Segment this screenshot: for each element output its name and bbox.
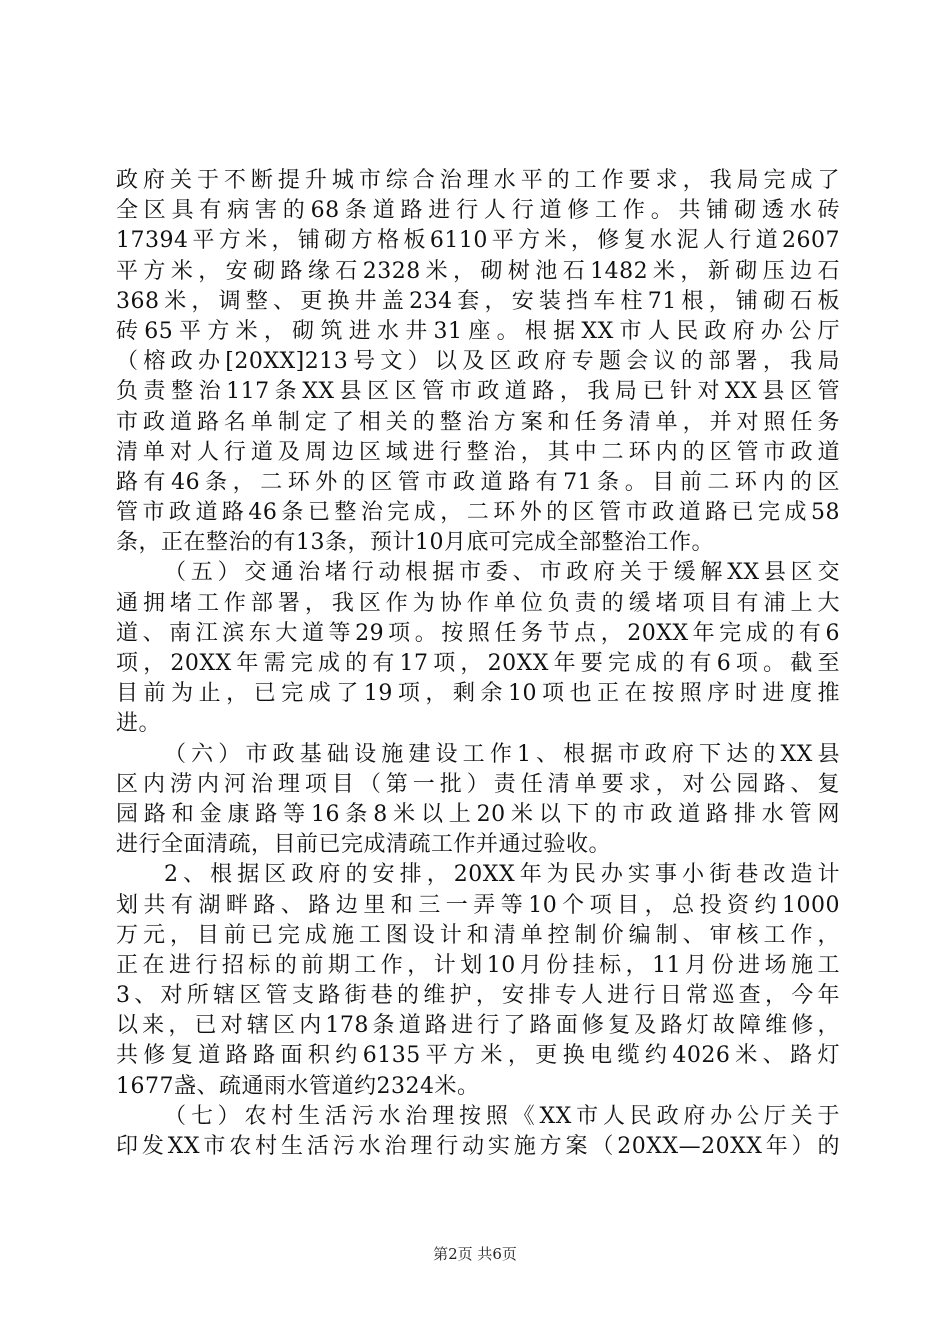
text-line: 清单对人行道及周边区域进行整治，其中二环内的区管市政道 xyxy=(116,439,840,465)
page-footer: 第2页 共6页 xyxy=(433,1245,517,1263)
text-line: 条，正在整治的有13条，预计10月底可完成全部整治工作。 xyxy=(116,530,714,556)
text-line: （七）农村生活污水治理按照《XX市人民政府办公厅关于 xyxy=(164,1103,840,1129)
text-line: 全区具有病害的68条道路进行人行道修工作。共铺砌透水砖 xyxy=(116,198,840,224)
text-line: 园路和金康路等16条8米以上20米以下的市政道路排水管网 xyxy=(116,801,840,827)
text-line: 路有46条，二环外的区管市政道路有71条。目前二环内的区 xyxy=(116,469,840,495)
text-line: 负责整治117条XX县区区管市政道路，我局已针对XX县区管 xyxy=(116,379,840,405)
text-line: （五）交通治堵行动根据市委、市政府关于缓解XX县区交 xyxy=(164,560,840,586)
text-line: 印发XX市农村生活污水治理行动实施方案（20XX—20XX年）的 xyxy=(116,1134,840,1159)
text-line: 市政道路名单制定了相关的整治方案和任务清单，并对照任务 xyxy=(116,409,840,435)
text-line: 共修复道路路面积约6135平方米，更换电缆约4026米、路灯 xyxy=(116,1043,840,1069)
text-line: 正在进行招标的前期工作，计划10月份挂标，11月份进场施工 xyxy=(116,952,840,978)
text-line: 政府关于不断提升城市综合治理水平的工作要求，我局完成了 xyxy=(116,168,840,193)
text-line: （榕政办[20XX]213号文）以及区政府专题会议的部署，我局 xyxy=(116,349,840,375)
text-line: 368米，调整、更换井盖234套，安装挡车柱71根，铺砌石板 xyxy=(116,288,840,314)
text-line: 通拥堵工作部署，我区作为协作单位负责的缓堵项目有浦上大 xyxy=(116,590,840,616)
text-line: （六）市政基础设施建设工作1、根据市政府下达的XX县 xyxy=(164,741,840,767)
text-line: 项，20XX年需完成的有17项，20XX年要完成的有6项。截至 xyxy=(116,651,840,676)
text-line: 17394平方米，铺砌方格板6110平方米，修复水泥人行道2607 xyxy=(116,228,840,254)
text-line: 进。 xyxy=(116,711,162,737)
text-line: 2、根据区政府的安排，20XX年为民办实事小街巷改造计 xyxy=(164,862,840,888)
text-line: 区内涝内河治理项目（第一批）责任清单要求，对公园路、复 xyxy=(116,771,840,797)
text-line: 进行全面清疏，目前已完成清疏工作并通过验收。 xyxy=(116,832,612,858)
document-body xyxy=(116,166,840,1162)
text-line: 万元，目前已完成施工图设计和清单控制价编制、审核工作， xyxy=(116,922,840,948)
text-line: 3、对所辖区管支路街巷的维护，安排专人进行日常巡查，今年 xyxy=(116,983,840,1009)
text-line: 砖65平方米，砌筑进水井31座。根据XX市人民政府办公厅 xyxy=(116,318,840,344)
text-line: 道、南江滨东大道等29项。按照任务节点，20XX年完成的有6 xyxy=(116,620,840,646)
text-line: 划共有湖畔路、路边里和三一弄等10个项目，总投资约1000 xyxy=(116,892,840,918)
text-line: 1677盏、疏通雨水管道约2324米。 xyxy=(116,1073,480,1099)
text-line: 以来，已对辖区内178条道路进行了路面修复及路灯故障维修， xyxy=(116,1013,840,1039)
text-line: 管市政道路46条已整治完成，二环外的区管市政道路已完成58 xyxy=(116,500,840,526)
text-line: 目前为止，已完成了19项，剩余10项也正在按照序时进度推 xyxy=(116,681,840,707)
text-line: 平方米，安砌路缘石2328米，砌树池石1482米，新砌压边石 xyxy=(116,258,840,284)
